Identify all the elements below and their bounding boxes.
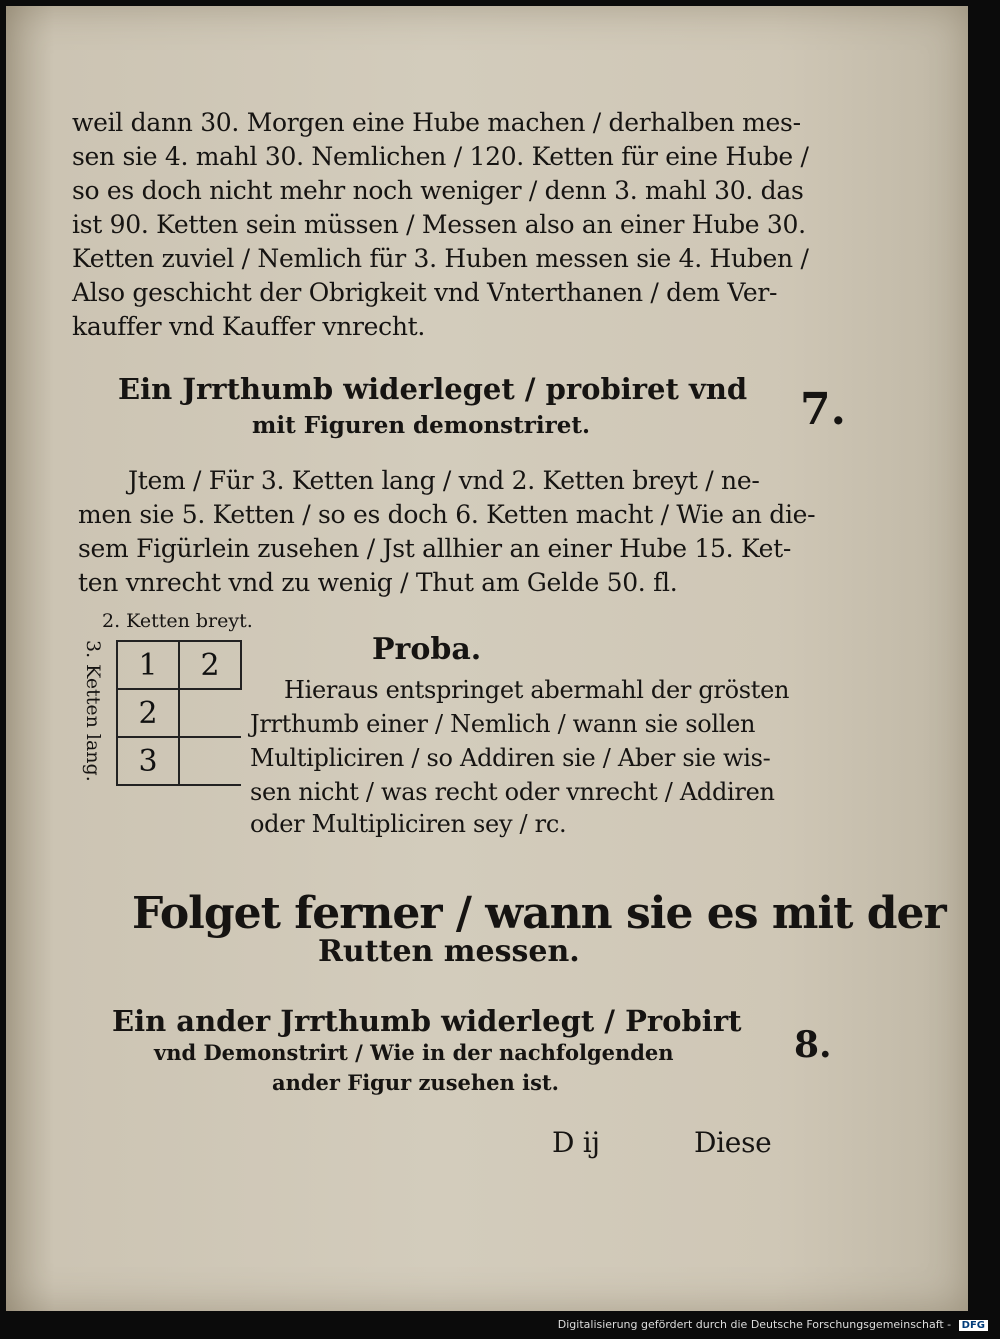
section7-line: Jtem / Für 3. Ketten lang / vnd 2. Ketten breyt / ne- [128, 466, 760, 495]
grid-cell: 2 [117, 689, 179, 737]
paragraph1-line: Ketten zuviel / Nemlich für 3. Huben messen sie 4. Huben / [72, 244, 809, 273]
section8-heading: Ein ander Jrrthumb widerlegt / Probirt [112, 1004, 742, 1038]
catchword: Diese [694, 1126, 772, 1159]
chain-figure-grid [116, 640, 242, 786]
figure-side-label: 3. Ketten lang. [82, 640, 104, 782]
section7-line: sem Figürlein zusehen / Jst allhier an einer Hube 15. Ket- [78, 534, 792, 563]
paragraph1-line: kauffer vnd Kauffer vnrecht. [72, 312, 426, 341]
proba-line: Multipliciren / so Addiren sie / Aber sie wis- [250, 744, 771, 772]
grid-cell [179, 689, 241, 737]
grid-cell: 3 [117, 737, 179, 785]
section7-heading: Ein Jrrthumb widerleget / probiret vnd [118, 372, 748, 406]
folget-heading: Folget ferner / wann sie es mit der [132, 888, 946, 939]
grid-cell [179, 737, 241, 785]
section8-number: 8. [794, 1024, 832, 1066]
proba-line: Jrrthumb einer / Nemlich / wann sie sollen [250, 710, 756, 738]
figure-top-label: 2. Ketten breyt. [102, 610, 253, 632]
proba-title: Proba. [372, 632, 482, 667]
section8-subheading: ander Figur zusehen ist. [272, 1070, 559, 1095]
digitization-credit [558, 1318, 988, 1331]
paragraph1-line: Also geschicht der Obrigkeit vnd Vnterthanen / dem Ver- [72, 278, 778, 307]
section7-number: 7. [800, 384, 846, 435]
section8-subheading: vnd Demonstrirt / Wie in der nachfolgenden [154, 1040, 674, 1065]
page-signature: D ij [552, 1126, 600, 1159]
section7-line: men sie 5. Ketten / so es doch 6. Ketten macht / Wie an die- [78, 500, 816, 529]
proba-line: Hieraus entspringet abermahl der grösten [284, 676, 790, 704]
paragraph1-line: sen sie 4. mahl 30. Nemlichen / 120. Ketten für eine Hube / [72, 142, 809, 171]
paragraph1-line: weil dann 30. Morgen eine Hube machen / derhalben mes- [72, 108, 801, 137]
grid-cell: 1 [117, 641, 179, 689]
digitization-credit-text: Digitalisierung gefördert durch die Deutsche Forschungsgemeinschaft - [557, 1318, 952, 1331]
proba-line: sen nicht / was recht oder vnrecht / Addiren [250, 778, 775, 806]
proba-line: oder Multipliciren sey / rc. [250, 810, 567, 838]
folget-subheading: Rutten messen. [318, 934, 580, 969]
paragraph1-line: so es doch nicht mehr noch weniger / denn 3. mahl 30. das [72, 176, 804, 205]
grid-cell: 2 [179, 641, 241, 689]
dfg-logo: DFG [959, 1320, 988, 1331]
paragraph1-line: ist 90. Ketten sein müssen / Messen also an einer Hube 30. [72, 210, 806, 239]
section7-subheading: mit Figuren demonstriret. [252, 412, 590, 439]
section7-line: ten vnrecht vnd zu wenig / Thut am Gelde 50. fl. [78, 568, 678, 597]
